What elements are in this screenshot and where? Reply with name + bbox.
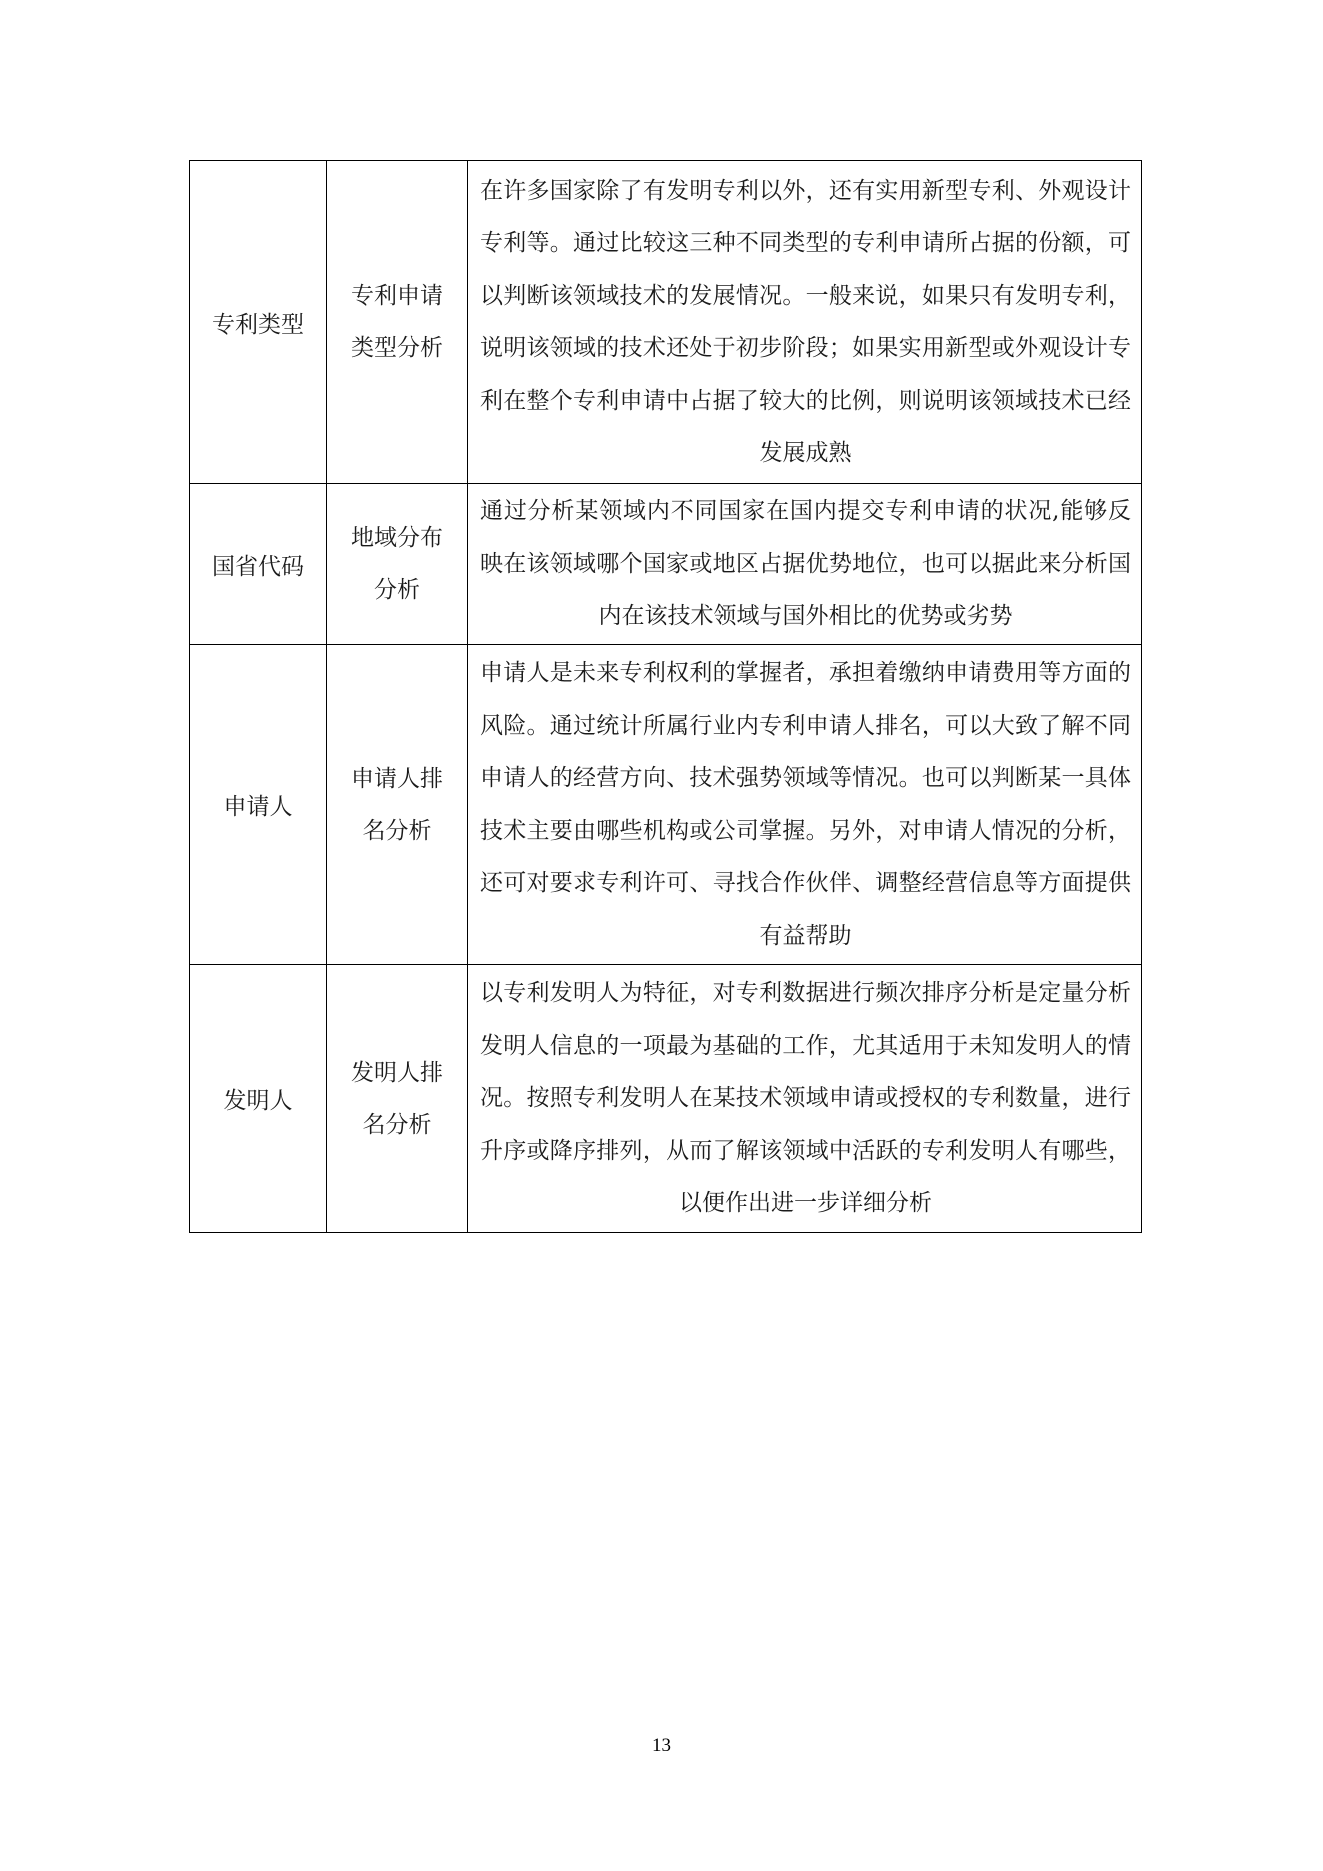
- analysis-cell: [327, 645, 468, 965]
- category-cell: 申请人: [190, 645, 327, 965]
- page-number: 13: [652, 1735, 671, 1756]
- table-row: [190, 484, 1142, 645]
- description-cell: 以专利发明人为特征，对专利数据进行频次排序分析是定量分析发明人信息的一项最为基础的工作，尤其适用于未知发明人的情况。按照专利发明人在某技术领域申请或授权的专利数量，进行升序或降序排列，从而了解该领域中活跃的专利发明人有哪些，以便作出进一步详细分析: [468, 965, 1142, 1233]
- table-row: [190, 645, 1142, 965]
- table-row: [190, 161, 1142, 484]
- analysis-cell: [327, 965, 468, 1233]
- analysis-label: 专利申请类型分析: [351, 283, 443, 361]
- analysis-label: 地域分布分析: [351, 525, 443, 603]
- description-cell: 通过分析某领域内不同国家在国内提交专利申请的状况,能够反映在该领域哪个国家或地区占据优势地位，也可以据此来分析国内在该技术领域与国外相比的优势或劣势: [468, 484, 1142, 645]
- analysis-cell: [327, 484, 468, 645]
- category-cell: 专利类型: [190, 161, 327, 484]
- analysis-cell: [327, 161, 468, 484]
- analysis-label: 申请人排名分析: [351, 765, 443, 844]
- category-cell: 国省代码: [190, 484, 327, 645]
- category-cell: 发明人: [190, 965, 327, 1233]
- analysis-label: 发明人排名分析: [351, 1059, 443, 1138]
- description-cell: 在许多国家除了有发明专利以外，还有实用新型专利、外观设计专利等。通过比较这三种不同类型的专利申请所占据的份额，可以判断该领域技术的发展情况。一般来说，如果只有发明专利，说明该领域的技术还处于初步阶段；如果实用新型或外观设计专利在整个专利申请中占据了较大的比例，则说明该领域技术已经发展成熟: [468, 161, 1142, 484]
- table-row: [190, 965, 1142, 1233]
- patent-analysis-table: [189, 160, 1142, 1233]
- description-cell: 申请人是未来专利权利的掌握者，承担着缴纳申请费用等方面的风险。通过统计所属行业内专利申请人排名，可以大致了解不同申请人的经营方向、技术强势领域等情况。也可以判断某一具体技术主要由哪些机构或公司掌握。另外，对申请人情况的分析，还可对要求专利许可、寻找合作伙伴、调整经营信息等方面提供有益帮助: [468, 645, 1142, 965]
